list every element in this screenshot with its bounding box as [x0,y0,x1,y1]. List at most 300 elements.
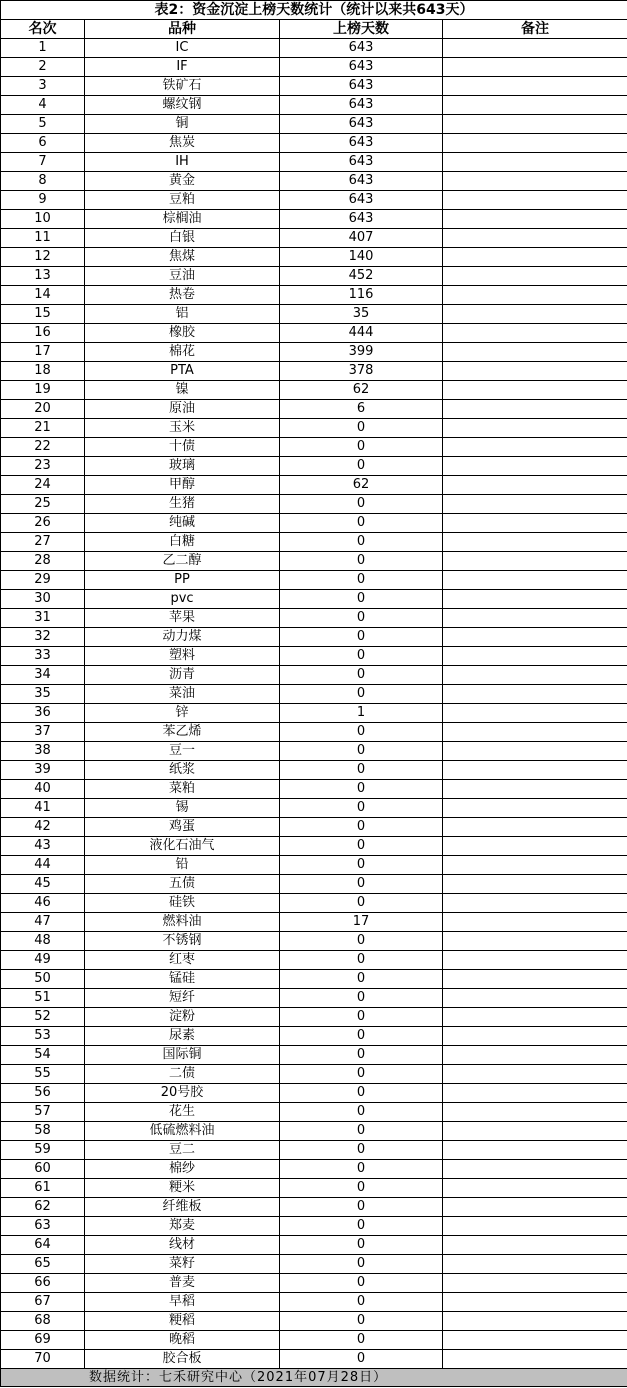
rank-cell: 65 [1,1255,85,1274]
rank-cell: 70 [1,1350,85,1369]
remarks-cell [443,1198,627,1217]
table-row [1,799,627,818]
days-cell: 452 [280,267,443,286]
days-cell: 0 [280,1103,443,1122]
days-cell: 0 [280,533,443,552]
variety-cell: 玻璃 [85,457,280,476]
variety-cell: 线材 [85,1236,280,1255]
variety-cell: 胶合板 [85,1350,280,1369]
variety-cell: 红枣 [85,951,280,970]
rank-cell: 24 [1,476,85,495]
remarks-cell [443,1084,627,1103]
title-row [1,1,627,20]
variety-cell: 菜籽 [85,1255,280,1274]
variety-cell: 生猪 [85,495,280,514]
days-cell: 0 [280,856,443,875]
days-cell: 0 [280,932,443,951]
days-cell: 0 [280,457,443,476]
variety-cell: PP [85,571,280,590]
days-cell: 643 [280,96,443,115]
table-row [1,248,627,267]
rank-cell: 59 [1,1141,85,1160]
days-cell: 0 [280,1198,443,1217]
table-row [1,1103,627,1122]
variety-cell: PTA [85,362,280,381]
rank-cell: 35 [1,685,85,704]
table-row [1,1046,627,1065]
variety-cell: 20号胶 [85,1084,280,1103]
remarks-cell [443,780,627,799]
rank-cell: 61 [1,1179,85,1198]
days-cell: 0 [280,685,443,704]
variety-cell: 菜油 [85,685,280,704]
days-cell: 0 [280,514,443,533]
days-cell: 0 [280,1236,443,1255]
variety-cell: 焦炭 [85,134,280,153]
rank-cell: 26 [1,514,85,533]
variety-cell: 豆油 [85,267,280,286]
days-cell: 17 [280,913,443,932]
rank-cell: 19 [1,381,85,400]
remarks-cell [443,1331,627,1350]
table-row [1,761,627,780]
table-row [1,875,627,894]
days-cell: 378 [280,362,443,381]
variety-cell: 橡胶 [85,324,280,343]
days-cell: 0 [280,989,443,1008]
variety-cell: 锡 [85,799,280,818]
variety-cell: 原油 [85,400,280,419]
remarks-cell [443,571,627,590]
remarks-cell [443,685,627,704]
rank-cell: 18 [1,362,85,381]
days-cell: 399 [280,343,443,362]
table-row [1,343,627,362]
variety-cell: 粳稻 [85,1312,280,1331]
days-cell: 0 [280,628,443,647]
rank-cell: 2 [1,58,85,77]
table-row [1,666,627,685]
rank-cell: 31 [1,609,85,628]
rank-cell: 28 [1,552,85,571]
variety-cell: 低硫燃料油 [85,1122,280,1141]
rank-cell: 41 [1,799,85,818]
table-row [1,1331,627,1350]
days-cell: 0 [280,1274,443,1293]
rank-cell: 23 [1,457,85,476]
days-cell: 0 [280,1293,443,1312]
rank-cell: 5 [1,115,85,134]
rank-cell: 38 [1,742,85,761]
remarks-cell [443,552,627,571]
remarks-cell [443,1179,627,1198]
variety-cell: 郑麦 [85,1217,280,1236]
rank-cell: 14 [1,286,85,305]
header-remarks: 备注 [443,20,627,39]
rank-cell: 63 [1,1217,85,1236]
table-body [1,39,627,1369]
rank-cell: 4 [1,96,85,115]
rank-cell: 49 [1,951,85,970]
rank-cell: 36 [1,704,85,723]
rank-cell: 12 [1,248,85,267]
remarks-cell [443,39,627,58]
days-cell: 0 [280,780,443,799]
remarks-cell [443,172,627,191]
days-cell: 643 [280,210,443,229]
rank-cell: 29 [1,571,85,590]
table-row [1,951,627,970]
days-cell: 643 [280,58,443,77]
table-row [1,1141,627,1160]
header-days: 上榜天数 [280,20,443,39]
rank-cell: 54 [1,1046,85,1065]
variety-cell: 铁矿石 [85,77,280,96]
remarks-cell [443,362,627,381]
variety-cell: 纯碱 [85,514,280,533]
days-cell: 0 [280,742,443,761]
remarks-cell [443,514,627,533]
days-cell: 62 [280,476,443,495]
remarks-cell [443,951,627,970]
variety-cell: 鸡蛋 [85,818,280,837]
variety-cell: 二债 [85,1065,280,1084]
table-row [1,628,627,647]
rank-cell: 3 [1,77,85,96]
days-cell: 0 [280,1027,443,1046]
variety-cell: 苯乙烯 [85,723,280,742]
remarks-cell [443,286,627,305]
remarks-cell [443,229,627,248]
days-cell: 140 [280,248,443,267]
variety-cell: IH [85,153,280,172]
variety-cell: 早稻 [85,1293,280,1312]
remarks-cell [443,400,627,419]
rank-cell: 58 [1,1122,85,1141]
rank-cell: 34 [1,666,85,685]
remarks-cell [443,495,627,514]
days-cell: 0 [280,571,443,590]
days-cell: 0 [280,1217,443,1236]
variety-cell: 短纤 [85,989,280,1008]
variety-cell: 五债 [85,875,280,894]
remarks-cell [443,419,627,438]
table-row [1,1027,627,1046]
rank-cell: 67 [1,1293,85,1312]
remarks-cell [443,533,627,552]
rank-cell: 69 [1,1331,85,1350]
rank-cell: 57 [1,1103,85,1122]
variety-cell: 锰硅 [85,970,280,989]
rank-cell: 60 [1,1160,85,1179]
variety-cell: 豆一 [85,742,280,761]
variety-cell: 玉米 [85,419,280,438]
table-row [1,704,627,723]
rank-cell: 52 [1,1008,85,1027]
table-row [1,1217,627,1236]
variety-cell: 镍 [85,381,280,400]
table-row [1,685,627,704]
rank-cell: 6 [1,134,85,153]
variety-cell: IC [85,39,280,58]
variety-cell: 不锈钢 [85,932,280,951]
remarks-cell [443,134,627,153]
table-row [1,1312,627,1331]
rank-cell: 53 [1,1027,85,1046]
table-row [1,419,627,438]
days-cell: 0 [280,761,443,780]
remarks-cell [443,1008,627,1027]
rank-cell: 27 [1,533,85,552]
variety-cell: 菜粕 [85,780,280,799]
table-row [1,723,627,742]
remarks-cell [443,894,627,913]
table-row [1,305,627,324]
remarks-cell [443,1274,627,1293]
rank-cell: 43 [1,837,85,856]
remarks-cell [443,609,627,628]
remarks-cell [443,1255,627,1274]
rank-cell: 51 [1,989,85,1008]
remarks-cell [443,856,627,875]
table-row [1,39,627,58]
rank-cell: 45 [1,875,85,894]
variety-cell: 国际铜 [85,1046,280,1065]
table-row [1,932,627,951]
table-row [1,913,627,932]
days-cell: 0 [280,1255,443,1274]
days-cell: 643 [280,191,443,210]
remarks-cell [443,875,627,894]
rank-cell: 42 [1,818,85,837]
remarks-cell [443,210,627,229]
remarks-cell [443,704,627,723]
table-row [1,1293,627,1312]
days-cell: 0 [280,875,443,894]
table-title: 表2：资金沉淀上榜天数统计（统计以来共643天） [1,1,627,20]
rank-cell: 32 [1,628,85,647]
rank-cell: 20 [1,400,85,419]
table-row [1,1179,627,1198]
variety-cell: 白银 [85,229,280,248]
days-cell: 0 [280,894,443,913]
days-cell: 0 [280,799,443,818]
remarks-cell [443,666,627,685]
remarks-cell [443,590,627,609]
table-row [1,780,627,799]
table-row [1,267,627,286]
variety-cell: 塑料 [85,647,280,666]
days-cell: 0 [280,1122,443,1141]
variety-cell: 晚稻 [85,1331,280,1350]
table-row [1,96,627,115]
table-row [1,1008,627,1027]
remarks-cell [443,1160,627,1179]
variety-cell: 乙二醇 [85,552,280,571]
table-row [1,856,627,875]
table-row [1,1122,627,1141]
table-row [1,134,627,153]
days-cell: 0 [280,609,443,628]
days-cell: 0 [280,552,443,571]
table-row [1,58,627,77]
days-cell: 6 [280,400,443,419]
rank-cell: 64 [1,1236,85,1255]
remarks-cell [443,77,627,96]
days-cell: 643 [280,134,443,153]
variety-cell: 普麦 [85,1274,280,1293]
rank-cell: 25 [1,495,85,514]
variety-cell: 花生 [85,1103,280,1122]
variety-cell: 棉花 [85,343,280,362]
days-cell: 0 [280,647,443,666]
table-row [1,609,627,628]
rank-cell: 50 [1,970,85,989]
rank-cell: 21 [1,419,85,438]
days-cell: 35 [280,305,443,324]
days-cell: 1 [280,704,443,723]
table-row [1,115,627,134]
header-variety: 品种 [85,20,280,39]
remarks-cell [443,191,627,210]
remarks-cell [443,913,627,932]
remarks-cell [443,1141,627,1160]
remarks-cell [443,989,627,1008]
remarks-cell [443,1027,627,1046]
variety-cell: pvc [85,590,280,609]
table-row [1,1255,627,1274]
remarks-cell [443,1122,627,1141]
remarks-cell [443,324,627,343]
table-row [1,1274,627,1293]
remarks-cell [443,628,627,647]
days-cell: 643 [280,115,443,134]
table-row [1,229,627,248]
table-row [1,77,627,96]
table-row [1,1350,627,1369]
variety-cell: 纸浆 [85,761,280,780]
variety-cell: 棕榈油 [85,210,280,229]
days-cell: 0 [280,1065,443,1084]
table-row [1,1236,627,1255]
table-row [1,210,627,229]
days-cell: 0 [280,590,443,609]
table-row [1,837,627,856]
variety-cell: 液化石油气 [85,837,280,856]
rank-cell: 16 [1,324,85,343]
days-cell: 0 [280,1046,443,1065]
table-row [1,324,627,343]
table-row [1,1198,627,1217]
remarks-cell [443,381,627,400]
remarks-cell [443,153,627,172]
remarks-cell [443,1217,627,1236]
rank-cell: 47 [1,913,85,932]
days-cell: 0 [280,837,443,856]
remarks-cell [443,932,627,951]
rank-cell: 1 [1,39,85,58]
remarks-cell [443,799,627,818]
rank-cell: 68 [1,1312,85,1331]
rank-cell: 48 [1,932,85,951]
rank-cell: 11 [1,229,85,248]
days-cell: 0 [280,970,443,989]
days-cell: 0 [280,666,443,685]
rank-cell: 44 [1,856,85,875]
rank-cell: 33 [1,647,85,666]
days-cell: 643 [280,39,443,58]
rank-cell: 39 [1,761,85,780]
variety-cell: 黄金 [85,172,280,191]
table-row [1,476,627,495]
table-row [1,286,627,305]
header-row [1,20,627,39]
days-cell: 116 [280,286,443,305]
table-row [1,818,627,837]
remarks-cell [443,818,627,837]
variety-cell: 铝 [85,305,280,324]
variety-cell: 豆粕 [85,191,280,210]
days-cell: 0 [280,438,443,457]
days-cell: 444 [280,324,443,343]
table-row [1,647,627,666]
variety-cell: 铜 [85,115,280,134]
footer-row [1,1369,627,1387]
remarks-cell [443,837,627,856]
rank-cell: 9 [1,191,85,210]
days-cell: 0 [280,1160,443,1179]
table-row [1,1065,627,1084]
table-row [1,400,627,419]
table-row [1,153,627,172]
variety-cell: 十债 [85,438,280,457]
remarks-cell [443,115,627,134]
days-cell: 0 [280,495,443,514]
rank-cell: 56 [1,1084,85,1103]
variety-cell: 豆二 [85,1141,280,1160]
variety-cell: 动力煤 [85,628,280,647]
variety-cell: 锌 [85,704,280,723]
days-cell: 0 [280,419,443,438]
remarks-cell [443,457,627,476]
days-cell: 0 [280,1008,443,1027]
variety-cell: 热卷 [85,286,280,305]
table-row [1,894,627,913]
variety-cell: 甲醇 [85,476,280,495]
table-row [1,1084,627,1103]
variety-cell: 螺纹钢 [85,96,280,115]
variety-cell: 硅铁 [85,894,280,913]
rank-cell: 17 [1,343,85,362]
remarks-cell [443,476,627,495]
rank-cell: 40 [1,780,85,799]
remarks-cell [443,970,627,989]
remarks-cell [443,248,627,267]
variety-cell: 棉纱 [85,1160,280,1179]
table-row [1,438,627,457]
remarks-cell [443,343,627,362]
rank-cell: 30 [1,590,85,609]
table-row [1,381,627,400]
variety-cell: 燃料油 [85,913,280,932]
variety-cell: 尿素 [85,1027,280,1046]
table-row [1,970,627,989]
source-note: 数据统计：七禾研究中心（2021年07月28日） [1,1369,627,1387]
table-row [1,514,627,533]
rank-cell: 7 [1,153,85,172]
days-cell: 643 [280,153,443,172]
rank-cell: 22 [1,438,85,457]
